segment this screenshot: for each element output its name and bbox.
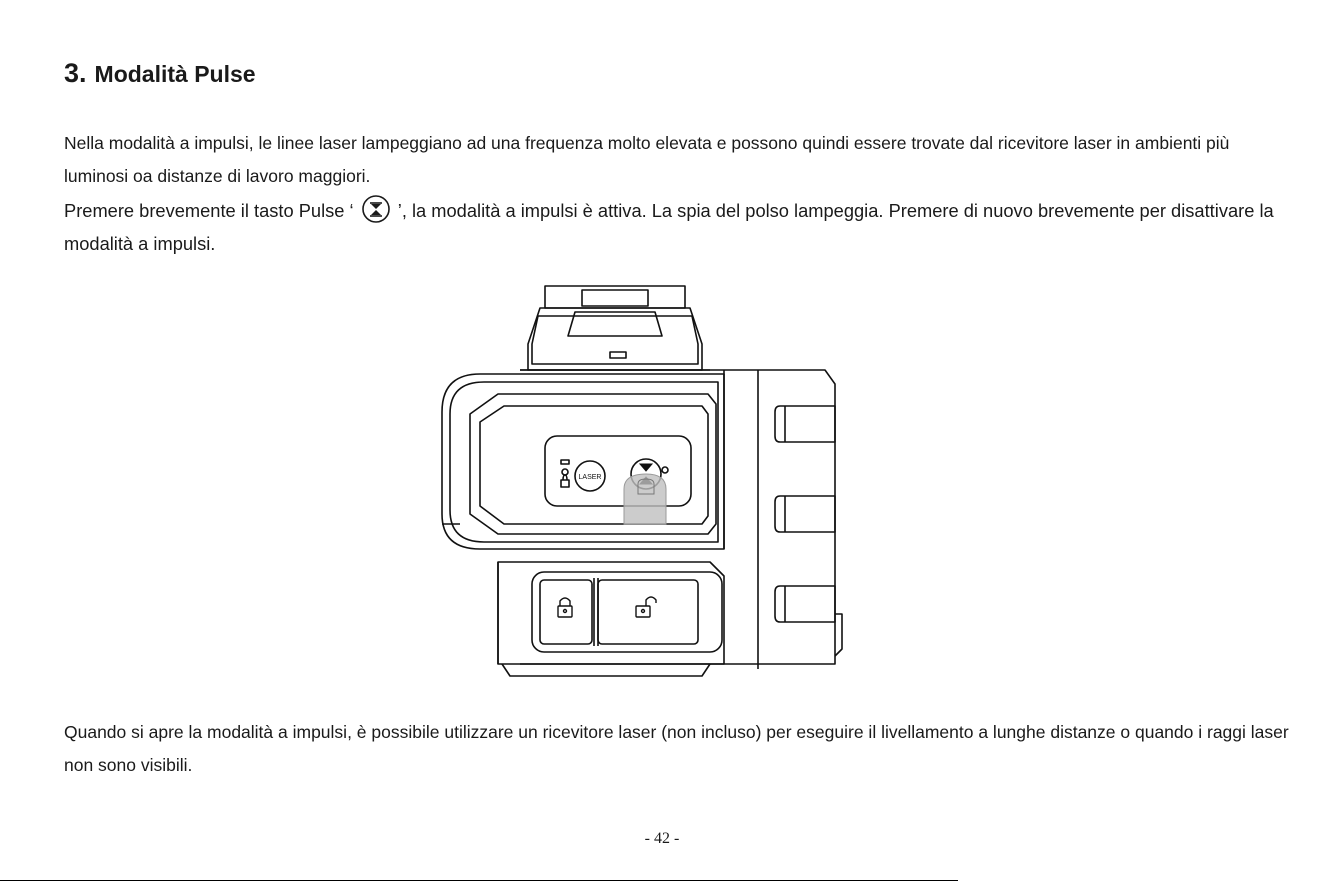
instructions-text-start: Premere brevemente il tasto Pulse ‘ — [64, 200, 359, 221]
footer-rule — [0, 880, 958, 881]
laser-level-illustration — [440, 284, 850, 684]
page-number: - 42 - — [644, 830, 680, 847]
lock-icon — [558, 598, 572, 617]
finger-icon — [624, 474, 666, 524]
paragraph-intro: Nella modalità a impulsi, le linee laser lampeggiano ad una frequenza molto elevata e possono quindi essere trovate dal ricevitore laser in ambienti più luminosi oa distanze di lavoro maggiori. — [64, 133, 1230, 186]
unlock-icon — [636, 597, 656, 617]
section-number: 3. — [64, 58, 87, 88]
paragraph-receiver: Quando si apre la modalità a impulsi, è possibile utilizzare un ricevitore laser (non incluso) per eseguire il livellamento a lunghe distanze o quando i raggi laser non sono visibili. — [64, 722, 1289, 775]
instructions-text-end: ’, la modalità a impulsi è attiva. La spia del polso lampeggia. Premere di nuovo brevemente per disattivare la modalità a impulsi. — [64, 200, 1274, 254]
section-title: Modalità Pulse — [94, 61, 256, 87]
section-heading — [64, 58, 256, 89]
laser-button-label: LASER — [578, 474, 602, 481]
paragraph-instructions — [64, 194, 1304, 260]
pulse-icon — [361, 194, 391, 224]
